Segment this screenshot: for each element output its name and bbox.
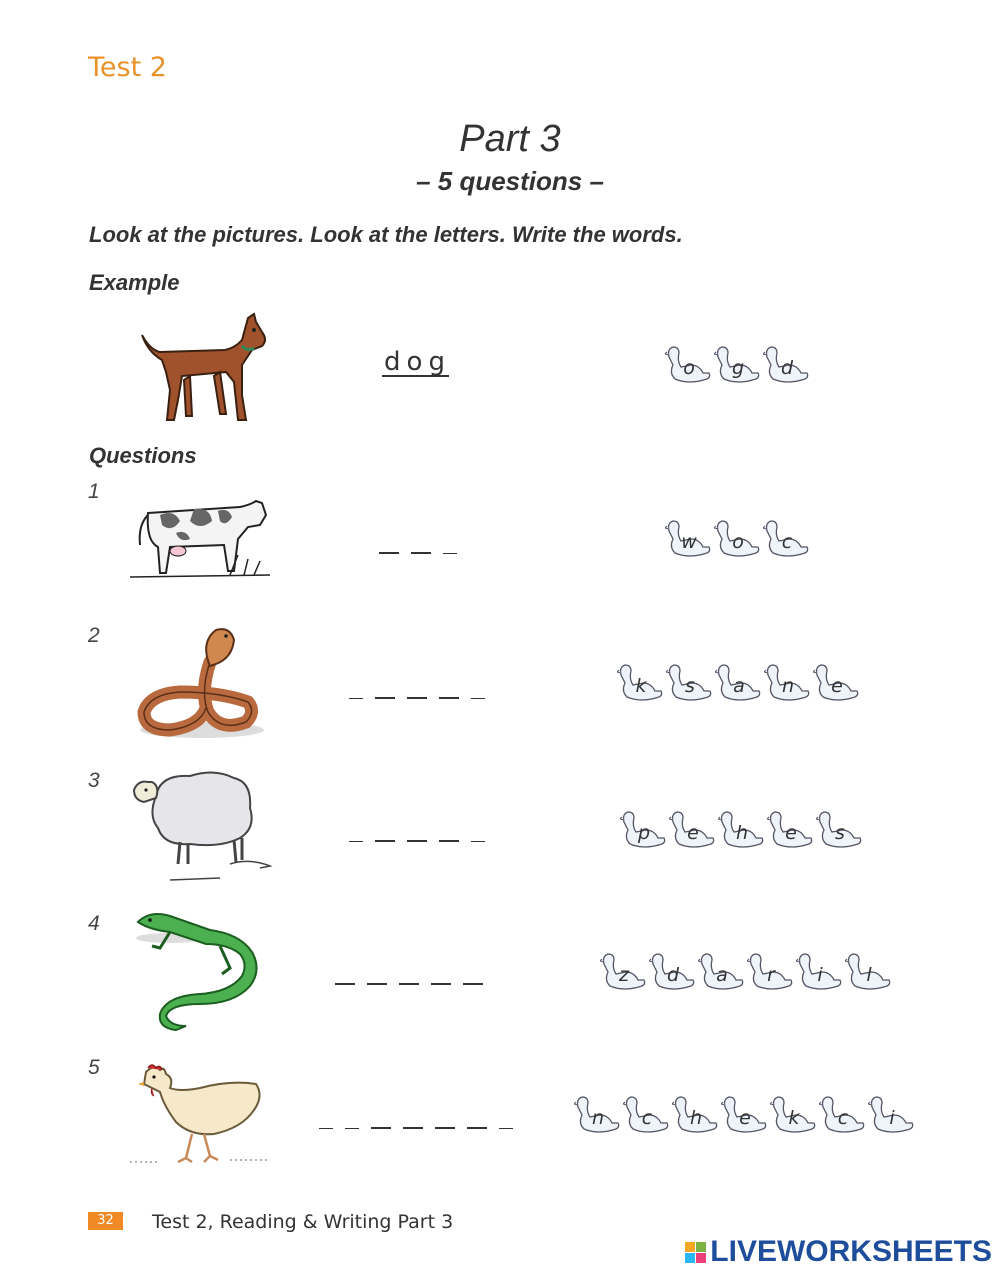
duck-letter: o: [683, 357, 695, 379]
duck-letter: c: [837, 1107, 849, 1129]
answer-blanks[interactable]: [335, 983, 483, 985]
answer-blank[interactable]: [375, 697, 395, 699]
answer-blank[interactable]: [335, 983, 355, 985]
answer-blank[interactable]: [431, 983, 451, 985]
duck-letter-tile: [600, 950, 648, 992]
letter-ducks: [574, 1093, 916, 1135]
sheep-picture: [130, 768, 275, 883]
duck-letter: c: [641, 1107, 653, 1129]
duck-letter: a: [733, 675, 745, 697]
answer-blank[interactable]: [411, 552, 431, 554]
snake-picture: [130, 622, 275, 742]
example-answer-letter: d: [384, 347, 403, 377]
answer-blank[interactable]: [499, 1128, 513, 1129]
duck-letter: l: [866, 964, 872, 986]
answer-blank[interactable]: [439, 697, 459, 699]
duck-letter-tile: [698, 950, 746, 992]
brand-logo[interactable]: [685, 1235, 992, 1269]
duck-letter-tile: [617, 661, 665, 703]
part-subtitle: – 5 questions –: [416, 166, 604, 196]
duck-letter-tile: [620, 808, 668, 850]
answer-blank[interactable]: [439, 840, 459, 842]
dog-picture: [130, 310, 275, 425]
brand-name: LIVEWORKSHEETS: [710, 1235, 992, 1268]
duck-letter-tile: [767, 808, 815, 850]
answer-blank[interactable]: [319, 1128, 333, 1129]
answer-blanks[interactable]: [349, 697, 485, 699]
answer-blanks[interactable]: [319, 1127, 513, 1129]
questions-label: Questions: [89, 443, 197, 468]
liveworksheets-logo-icon: [685, 1242, 706, 1263]
duck-letter-tile: [718, 808, 766, 850]
duck-letter-tile: [816, 808, 864, 850]
duck-letter: o: [732, 531, 744, 553]
question-number: 1: [88, 480, 100, 503]
duck-letter-tile: [623, 1093, 671, 1135]
page-number: 32: [88, 1212, 123, 1230]
duck-letter-tile: [714, 517, 762, 559]
answer-blank[interactable]: [471, 841, 485, 842]
answer-blanks[interactable]: [379, 552, 457, 554]
answer-blank[interactable]: [371, 1127, 391, 1129]
duck-letter-tile: [764, 661, 812, 703]
duck-letter: k: [635, 675, 647, 697]
duck-letter: e: [739, 1107, 751, 1129]
duck-letter: p: [637, 822, 651, 844]
duck-letter-tile: [669, 808, 717, 850]
duck-letter-tile: [715, 661, 763, 703]
example-letter-ducks: [665, 343, 811, 385]
duck-letter: s: [685, 675, 695, 697]
duck-letter: k: [788, 1107, 800, 1129]
letter-ducks: [665, 517, 811, 559]
duck-letter-tile: [747, 950, 795, 992]
duck-letter: d: [780, 357, 794, 379]
duck-letter: n: [781, 675, 795, 697]
answer-blank[interactable]: [375, 840, 395, 842]
duck-letter: n: [591, 1107, 605, 1129]
duck-letter-tile: [770, 1093, 818, 1135]
duck-letter-tile: [721, 1093, 769, 1135]
answer-blank[interactable]: [403, 1127, 423, 1129]
answer-blank[interactable]: [443, 553, 457, 554]
duck-letter: i: [817, 964, 823, 986]
answer-blanks[interactable]: [349, 840, 485, 842]
duck-letter-tile: [666, 661, 714, 703]
duck-letter-tile: [845, 950, 893, 992]
duck-letter: z: [619, 964, 629, 986]
example-label: Example: [89, 270, 180, 295]
duck-letter: h: [735, 822, 749, 844]
chicken-picture: [130, 1062, 275, 1170]
instructions: Look at the pictures. Look at the letters. Write the words.: [89, 222, 683, 247]
answer-blank[interactable]: [407, 840, 427, 842]
duck-letter-tile: [813, 661, 861, 703]
duck-letter-tile: [763, 343, 811, 385]
duck-letter-tile: [796, 950, 844, 992]
duck-letter: g: [731, 357, 745, 379]
answer-blank[interactable]: [367, 983, 387, 985]
question-number: 2: [88, 624, 100, 647]
duck-letter: i: [889, 1107, 895, 1129]
duck-letter: h: [689, 1107, 703, 1129]
duck-letter-tile: [574, 1093, 622, 1135]
cow-picture: [130, 495, 275, 580]
example-answer-letter: o: [406, 347, 425, 377]
duck-letter: a: [716, 964, 728, 986]
question-number: 4: [88, 912, 100, 935]
answer-blank[interactable]: [399, 983, 419, 985]
example-answer-letter: g: [428, 347, 447, 377]
answer-blank[interactable]: [407, 697, 427, 699]
duck-letter-tile: [714, 343, 762, 385]
letter-ducks: [620, 808, 864, 850]
duck-letter-tile: [868, 1093, 916, 1135]
question-number: 3: [88, 769, 100, 792]
example-answer: [382, 347, 449, 377]
question-number: 5: [88, 1056, 100, 1079]
duck-letter: w: [681, 531, 697, 553]
duck-letter-tile: [649, 950, 697, 992]
part-title: Part 3: [459, 118, 561, 160]
duck-letter-tile: [672, 1093, 720, 1135]
answer-blank[interactable]: [463, 983, 483, 985]
answer-blank[interactable]: [471, 698, 485, 699]
answer-blank[interactable]: [467, 1127, 487, 1129]
test-label: Test 2: [88, 52, 167, 83]
duck-letter: r: [767, 964, 775, 986]
duck-letter: d: [666, 964, 680, 986]
duck-letter: e: [785, 822, 797, 844]
duck-letter-tile: [665, 517, 713, 559]
letter-ducks: [617, 661, 861, 703]
duck-letter: e: [831, 675, 843, 697]
duck-letter-tile: [665, 343, 713, 385]
footer-text: Test 2, Reading & Writing Part 3: [152, 1211, 454, 1233]
lizard-picture: [130, 908, 275, 1033]
duck-letter-tile: [819, 1093, 867, 1135]
duck-letter: s: [835, 822, 845, 844]
answer-blank[interactable]: [349, 841, 363, 842]
duck-letter: e: [687, 822, 699, 844]
answer-blank[interactable]: [349, 698, 363, 699]
duck-letter-tile: [763, 517, 811, 559]
answer-blank[interactable]: [435, 1127, 455, 1129]
answer-blank[interactable]: [345, 1128, 359, 1129]
answer-blank[interactable]: [379, 552, 399, 554]
duck-letter: c: [781, 531, 793, 553]
letter-ducks: [600, 950, 893, 992]
